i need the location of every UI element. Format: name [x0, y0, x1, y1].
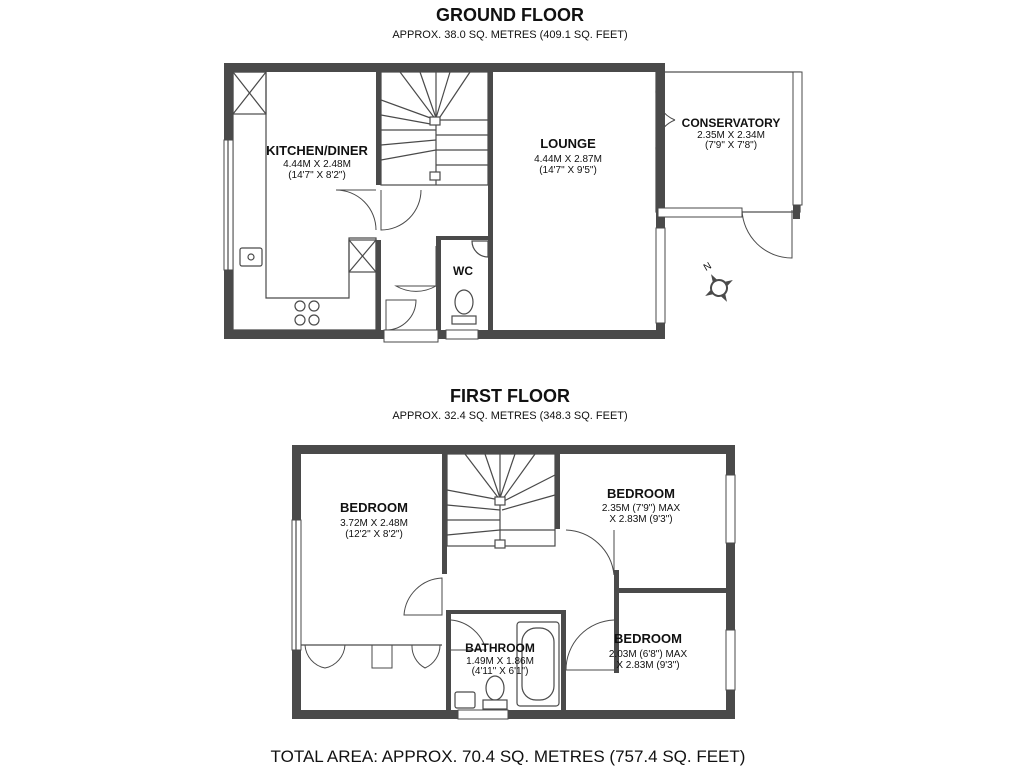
gf-wall-stair-right — [488, 72, 493, 330]
ff-staircase — [447, 454, 555, 548]
lounge-dim-m: 4.44M X 2.87M — [534, 154, 602, 165]
wc-window — [446, 330, 478, 339]
front-step — [384, 330, 438, 342]
ground-floor-area: APPROX. 38.0 SQ. METRES (409.1 SQ. FEET) — [392, 29, 628, 41]
front-door — [386, 300, 416, 330]
conservatory-door — [742, 210, 792, 258]
bedroom2-dim-line1: 2.35M (7'9") MAX — [601, 503, 681, 514]
bedroom1-door — [404, 578, 442, 615]
kitchen-name: KITCHEN/DINER — [266, 143, 368, 158]
ff-wall-stair-left — [442, 454, 447, 574]
total-area: TOTAL AREA: APPROX. 70.4 SQ. METRES (757.4 SQ. FEET) — [270, 747, 746, 766]
bedroom2-dim-line2: X 2.83M (9'3") — [609, 514, 673, 525]
bathroom-name: BATHROOM — [465, 641, 535, 655]
conservatory-post — [793, 205, 800, 219]
ff-wall-top — [292, 445, 735, 454]
bedroom1-dim-ft: (12'2" X 8'2") — [345, 529, 403, 540]
conservatory-window-bottom — [658, 208, 742, 217]
bedroom3-dim-line1: 2.03M (6'8") MAX — [608, 649, 688, 660]
wc-door — [396, 246, 436, 291]
kitchen-door — [336, 190, 376, 230]
bathroom-window — [458, 710, 508, 719]
wc-basin — [472, 241, 488, 257]
kitchen-dim-m: 4.44M X 2.48M — [283, 159, 351, 170]
lounge-name: LOUNGE — [540, 136, 596, 151]
toilet-icon — [483, 676, 507, 709]
bedroom1-dim-m: 3.72M X 2.48M — [340, 518, 408, 529]
ground-floor-title: GROUND FLOOR — [436, 5, 584, 25]
conservatory-name: CONSERVATORY — [681, 116, 781, 130]
hall-door — [381, 190, 421, 230]
bathroom-dim-ft: (4'11" X 6'1") — [471, 666, 529, 677]
gf-wall-wc-top — [436, 236, 493, 240]
first-floor-plan — [292, 445, 735, 719]
kitchen-counter — [233, 72, 376, 330]
gf-wall-wc-left — [436, 238, 441, 330]
bedroom2-door — [566, 530, 614, 575]
gf-wall-hall — [376, 240, 381, 330]
lounge-dim-ft: (14'7" X 9'5") — [539, 165, 597, 176]
bedroom1-name: BEDROOM — [340, 500, 408, 515]
conservatory-dim-m: 2.35M X 2.34M — [697, 130, 765, 141]
bedroom3-door — [566, 620, 614, 670]
gf-wall-top — [224, 63, 656, 72]
ground-floor-plan — [224, 63, 802, 342]
ff-wall-bath-left — [446, 612, 451, 710]
wc-name: WC — [453, 264, 473, 278]
lounge-window — [656, 228, 665, 323]
bathroom-dim-m: 1.49M X 1.86M — [466, 656, 534, 667]
kitchen-dim-ft: (14'7" X 8'2") — [288, 170, 346, 181]
ff-wall-stair-right — [555, 454, 560, 529]
toilet-icon — [452, 290, 476, 324]
bath-basin — [455, 692, 475, 708]
ff-wall-bottom — [292, 710, 735, 719]
ff-wall-bath-right — [561, 610, 566, 710]
first-floor-title: FIRST FLOOR — [450, 386, 570, 406]
ff-wall-bath-top — [446, 610, 566, 614]
gf-wall-stair-left — [376, 72, 381, 185]
ff-wall-bed-divider — [618, 588, 726, 593]
bedroom3-window — [726, 630, 735, 690]
gf-staircase — [381, 72, 488, 185]
gf-wall-bottom — [224, 330, 665, 339]
bedroom3-name: BEDROOM — [614, 631, 682, 646]
first-floor-area: APPROX. 32.4 SQ. METRES (348.3 SQ. FEET) — [392, 410, 628, 422]
wardrobe-doors — [305, 645, 440, 668]
bedroom3-dim-line2: X 2.83M (9'3") — [616, 660, 680, 671]
compass-icon — [697, 266, 741, 310]
compass-north-label: N — [701, 260, 714, 274]
conservatory-window-right — [793, 72, 802, 205]
bedroom2-window — [726, 475, 735, 543]
conservatory-dim-ft: (7'9" X 7'8") — [704, 140, 758, 151]
bedroom2-name: BEDROOM — [607, 486, 675, 501]
